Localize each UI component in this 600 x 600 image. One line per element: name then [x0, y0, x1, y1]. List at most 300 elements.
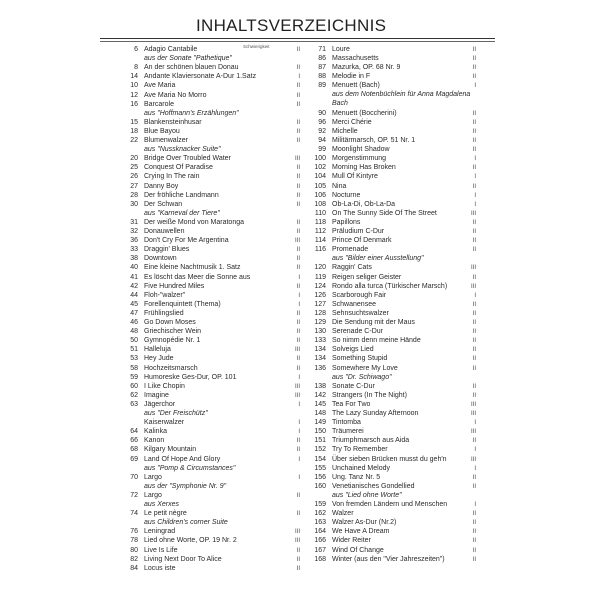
toc-entry: [306, 337, 476, 346]
difficulty-level: II: [472, 274, 476, 281]
difficulty-level: I: [474, 174, 476, 181]
piece-title: Träumerei: [332, 428, 364, 436]
page-number: 163: [314, 519, 326, 527]
difficulty-level: I: [474, 465, 476, 472]
toc-entry: [108, 337, 300, 346]
difficulty-level: II: [472, 47, 476, 53]
toc-entry: [108, 392, 300, 401]
difficulty-level: I: [298, 274, 300, 281]
page-number: 10: [130, 82, 138, 90]
difficulty-level: III: [470, 411, 476, 417]
page-number: 92: [318, 127, 326, 135]
difficulty-level: II: [472, 547, 476, 554]
page-number: 87: [318, 64, 326, 72]
toc-entry: [108, 183, 300, 192]
toc-entry: [306, 55, 476, 64]
piece-title: Blumenwalzer: [144, 137, 188, 144]
difficulty-level: III: [294, 538, 300, 545]
piece-title: Menuett (Boccherini): [332, 109, 397, 117]
piece-title: Nina: [332, 182, 347, 190]
piece-title: Five Hundred Miles: [144, 282, 205, 290]
page-number: 148: [314, 410, 326, 417]
toc-entry: [306, 383, 476, 392]
page-number: 69: [130, 455, 138, 463]
toc-entry: [306, 82, 476, 109]
difficulty-level: II: [472, 74, 476, 81]
piece-title: Land Of Hope And Glory: [144, 455, 221, 463]
piece-title: Go Down Moses: [144, 319, 196, 326]
page-number: 66: [130, 437, 138, 445]
toc-entry: [306, 46, 476, 55]
toc-entry: [306, 128, 476, 137]
difficulty-level: II: [472, 247, 476, 254]
difficulty-level: III: [470, 265, 476, 272]
piece-title: Eine kleine Nachtmusik 1. Satz: [144, 264, 241, 272]
piece-title: Floh-"walzer": [144, 291, 186, 299]
page-number: 164: [314, 528, 326, 536]
piece-title: Sehnsuchtswalzer: [332, 309, 389, 317]
toc-entry: [306, 428, 476, 437]
page-number: 60: [130, 382, 138, 390]
difficulty-level: I: [474, 292, 476, 299]
piece-title: Menuett (Bach): [332, 82, 380, 90]
piece-title: Conquest Of Paradise: [144, 164, 213, 172]
toc-entry: [108, 547, 300, 556]
difficulty-level: III: [294, 383, 300, 390]
piece-title: Morning Has Broken: [332, 164, 396, 172]
toc-entry: [306, 419, 476, 428]
piece-title: Halleluja: [144, 346, 171, 354]
toc-entry: [108, 565, 300, 574]
piece-source: aus "Pomp & Circumstances": [144, 464, 236, 472]
toc-entry: [108, 73, 300, 82]
difficulty-level: III: [470, 283, 476, 290]
piece-title: Merci Chérie: [332, 118, 372, 126]
piece-source: aus Children's corner Suite: [144, 519, 228, 527]
toc-entry: [108, 292, 300, 301]
toc-entry: [306, 301, 476, 310]
piece-title: Mull Of Kintyre: [332, 173, 378, 181]
toc-entry: [306, 246, 476, 264]
toc-entry: [306, 183, 476, 192]
piece-title: Militärmarsch, OP. 51 Nr. 1: [332, 137, 416, 144]
toc-entry: [306, 547, 476, 556]
difficulty-level: II: [296, 310, 300, 317]
toc-entry: [306, 465, 476, 474]
difficulty-level: III: [294, 392, 300, 399]
difficulty-level: II: [296, 128, 300, 135]
piece-title: Locus iste: [144, 564, 176, 572]
difficulty-level: II: [472, 392, 476, 399]
toc-entry: [108, 383, 300, 392]
toc-entry: [108, 301, 300, 310]
piece-title: Reigen seliger Geister: [332, 273, 402, 281]
page-number: 96: [318, 118, 326, 126]
piece-title: Loure: [332, 46, 350, 53]
toc-entry: [108, 219, 300, 228]
page-number: 100: [314, 155, 326, 163]
toc-entry: [306, 410, 476, 419]
piece-title: Frühlingslied: [144, 309, 184, 317]
toc-entry: [108, 173, 300, 182]
toc-entry: [306, 210, 476, 219]
page-title: INHALTSVERZEICHNIS: [196, 16, 387, 35]
piece-title: Kilgary Mountain: [144, 446, 197, 454]
page-number: 68: [130, 446, 138, 454]
difficulty-level: II: [472, 310, 476, 317]
toc-entry: [306, 73, 476, 82]
difficulty-level: II: [296, 247, 300, 254]
piece-title: Andante Klaviersonate A-Dur 1.Satz: [144, 73, 257, 81]
toc-entry: [108, 274, 300, 283]
page-number: 86: [318, 55, 326, 63]
piece-source: aus Xerxes: [144, 500, 180, 508]
toc-entry: [108, 82, 300, 91]
page-number: 90: [318, 109, 326, 117]
piece-title: Live Is Life: [144, 546, 178, 554]
piece-source: aus "Lied ohne Worte": [332, 491, 402, 499]
toc-entry: [108, 437, 300, 446]
page-number: 74: [130, 510, 138, 518]
page-number: 106: [314, 191, 326, 199]
page-number: 124: [314, 282, 326, 290]
difficulty-level: I: [474, 201, 476, 208]
piece-title: Schwanensee: [332, 300, 376, 308]
page-number: 119: [314, 273, 326, 281]
piece-title: Hochzeitsmarsch: [144, 364, 198, 372]
piece-title: Massachusetts: [332, 55, 379, 63]
piece-title: Largo: [144, 491, 162, 499]
page-number: 138: [314, 382, 326, 390]
toc-entry: [108, 428, 300, 437]
piece-title: Try To Remember: [332, 446, 388, 454]
toc-entry: [108, 228, 300, 237]
piece-title: Der weiße Mond von Maratonga: [144, 218, 244, 226]
piece-title: Downtown: [144, 255, 177, 263]
toc-entry: [108, 192, 300, 201]
page-number: 59: [130, 373, 138, 381]
page-number: 36: [130, 237, 138, 245]
page-number: 63: [130, 400, 138, 408]
page-number: 129: [314, 319, 326, 326]
piece-title: Von fremden Ländern und Menschen: [332, 501, 448, 508]
difficulty-level: II: [472, 347, 476, 354]
page-number: 126: [314, 291, 326, 299]
toc-entry: [108, 355, 300, 364]
piece-title: Papillons: [332, 218, 361, 226]
toc-entry: [306, 237, 476, 246]
page-number: 32: [130, 228, 138, 235]
piece-title: Scarborough Fair: [332, 291, 387, 299]
piece-title: Wind Of Change: [332, 546, 384, 554]
difficulty-level: II: [296, 492, 300, 499]
page-number: 42: [130, 282, 138, 290]
toc-entry: [108, 264, 300, 273]
difficulty-level: II: [296, 338, 300, 345]
page-number: 22: [130, 137, 138, 144]
toc-entry: [306, 146, 476, 155]
piece-title: Griechischer Wein: [144, 328, 202, 336]
difficulty-level: II: [472, 56, 476, 63]
piece-title: Melodie in F: [332, 73, 371, 81]
piece-title: Adagio Cantabile: [144, 46, 198, 53]
difficulty-level: I: [298, 292, 300, 299]
toc-entry: [108, 164, 300, 173]
piece-title: Ave Maria: [144, 82, 176, 90]
page-number: 89: [318, 82, 326, 90]
difficulty-level: II: [296, 565, 300, 572]
toc-entry: [108, 237, 300, 246]
piece-title: Ob-La-Di, Ob-La-Da: [332, 200, 396, 208]
toc-entry: [108, 64, 300, 73]
toc-entry: [108, 446, 300, 455]
difficulty-level: II: [472, 529, 476, 536]
page-number: 150: [314, 428, 326, 436]
toc-entry: [306, 355, 476, 364]
toc-entry: [306, 328, 476, 337]
toc-entry: [306, 264, 476, 273]
difficulty-level: II: [296, 283, 300, 290]
piece-title: Strangers (In The Night): [332, 391, 407, 399]
page-number: 20: [130, 155, 138, 163]
difficulty-level: III: [470, 210, 476, 217]
toc-entry: [306, 137, 476, 146]
toc-entry: [108, 365, 300, 374]
toc-entry: [306, 283, 476, 292]
piece-title: Le petit nègre: [144, 510, 187, 518]
toc-entry: [108, 246, 300, 255]
page-number: 28: [130, 191, 138, 199]
toc-entry: [108, 510, 300, 528]
difficulty-level: I: [474, 447, 476, 454]
piece-title: Imagine: [144, 391, 169, 399]
piece-title: Der Schwan: [144, 200, 183, 208]
page-number: 149: [314, 419, 326, 427]
piece-title: Bridge Over Troubled Water: [144, 155, 231, 163]
toc-entry: [108, 101, 300, 119]
page-number: 25: [130, 164, 138, 172]
page-number: 33: [130, 246, 138, 254]
toc-entry: [306, 119, 476, 128]
toc-entry: [108, 328, 300, 337]
toc-entry: [306, 456, 476, 465]
page-number: 159: [314, 501, 326, 508]
difficulty-level: I: [298, 456, 300, 463]
piece-title: Mazurka, OP. 68 Nr. 9: [332, 64, 401, 72]
difficulty-level: II: [472, 128, 476, 135]
difficulty-level: II: [472, 483, 476, 490]
page-number: 133: [314, 337, 326, 345]
page-number: 46: [130, 319, 138, 326]
piece-title: Kalinka: [144, 428, 167, 436]
page-number: 48: [130, 328, 138, 336]
toc-entry: [306, 510, 476, 519]
piece-title: Prince Of Denmark: [332, 237, 392, 245]
piece-title: Präludium C-Dur: [332, 228, 385, 235]
piece-title: Wider Reiter: [332, 537, 371, 545]
difficulty-level: II: [296, 229, 300, 235]
page-number: 110: [314, 209, 326, 217]
page-number: 134: [314, 346, 326, 354]
toc-entry: [108, 119, 300, 128]
difficulty-level: II: [472, 511, 476, 518]
difficulty-level: III: [294, 238, 300, 245]
difficulty-level: II: [472, 65, 476, 72]
piece-title: So nimm denn meine Hände: [332, 337, 421, 345]
piece-title: Danny Boy: [144, 182, 179, 190]
piece-source: aus "Dr. Schiwago": [332, 373, 392, 381]
page-number: 112: [314, 228, 326, 235]
toc-entry: [108, 310, 300, 319]
difficulty-level: II: [296, 101, 300, 108]
difficulty-level: II: [296, 192, 300, 199]
page-number: 53: [130, 355, 138, 363]
toc-entry: [306, 292, 476, 301]
difficulty-level: I: [298, 374, 300, 381]
page-number: 18: [130, 127, 138, 135]
page-number: 167: [314, 546, 326, 554]
difficulty-level: II: [472, 383, 476, 390]
piece-title: Hey Jude: [144, 355, 174, 363]
difficulty-level: I: [298, 429, 300, 436]
piece-source: aus "Der Freischütz": [144, 409, 208, 417]
difficulty-level: II: [296, 447, 300, 454]
page-number: 76: [130, 528, 138, 536]
piece-title: The Lazy Sunday Afternoon: [332, 410, 419, 417]
piece-title: Don't Cry For Me Argentina: [144, 237, 229, 245]
difficulty-level: II: [296, 65, 300, 72]
difficulty-level: I: [474, 420, 476, 427]
piece-title: Der fröhliche Landmann: [144, 191, 219, 199]
difficulty-level: I: [474, 83, 476, 90]
difficulty-level: II: [472, 365, 476, 372]
difficulty-level: III: [470, 429, 476, 436]
difficulty-level: II: [296, 219, 300, 226]
piece-title: Venetianisches Gondellied: [332, 482, 415, 490]
page-number: 51: [130, 346, 138, 354]
difficulty-level: II: [296, 201, 300, 208]
page-number: 27: [130, 182, 138, 190]
page-number: 71: [318, 46, 326, 53]
page-number: 30: [130, 200, 138, 208]
page-number: 47: [130, 309, 138, 317]
difficulty-level: II: [296, 265, 300, 272]
difficulty-level: II: [472, 438, 476, 445]
toc-entry: [306, 365, 476, 383]
piece-title: Ave Maria No Morro: [144, 91, 207, 99]
page-number: 130: [314, 328, 326, 336]
difficulty-level: II: [472, 110, 476, 117]
page-number: 134: [314, 355, 326, 363]
page-number: 156: [314, 473, 326, 481]
piece-title: We Have A Dream: [332, 528, 390, 536]
difficulty-level: I: [298, 474, 300, 481]
page-number: 166: [314, 537, 326, 545]
difficulty-level: III: [470, 456, 476, 463]
piece-title: Something Stupid: [332, 355, 388, 363]
toc-entry: [108, 128, 300, 137]
page-number: 114: [314, 237, 326, 245]
page-number: 145: [314, 400, 326, 408]
difficulty-level: I: [298, 420, 300, 427]
toc-entry: [306, 319, 476, 328]
piece-title: Humoreske Ges-Dur, OP. 101: [144, 373, 237, 381]
page-number: 151: [314, 437, 326, 445]
difficulty-level: I: [474, 156, 476, 163]
difficulty-level: II: [296, 92, 300, 99]
toc-entry: [306, 528, 476, 537]
difficulty-level: II: [472, 356, 476, 363]
toc-entry: [108, 137, 300, 155]
piece-title: Die Sendung mit der Maus: [332, 319, 415, 326]
difficulty-level: II: [296, 83, 300, 90]
difficulty-level: II: [472, 556, 476, 563]
toc-entry: [306, 401, 476, 410]
difficulty-level: II: [296, 556, 300, 563]
difficulty-level: II: [296, 183, 300, 190]
toc-entry: [306, 219, 476, 228]
piece-title: Blankensteinhusar: [144, 118, 202, 126]
page-number: 99: [318, 146, 326, 154]
toc-entry: [306, 537, 476, 546]
piece-title: Blue Bayou: [144, 127, 180, 135]
toc-entry: [108, 255, 300, 264]
difficulty-level: II: [296, 438, 300, 445]
page-number: 82: [130, 555, 138, 563]
toc-entry: [108, 92, 300, 101]
toc-entry: [108, 283, 300, 292]
difficulty-level: II: [296, 119, 300, 126]
difficulty-level: II: [472, 329, 476, 336]
piece-title: On The Sunny Side Of The Street: [332, 209, 437, 217]
difficulty-level: II: [472, 520, 476, 527]
difficulty-level: II: [472, 538, 476, 545]
difficulty-level: III: [470, 401, 476, 408]
page-number: 80: [130, 546, 138, 554]
toc-entry: [108, 556, 300, 565]
page-number: 12: [130, 91, 138, 99]
page-number: 142: [314, 391, 326, 399]
page-number: 15: [130, 118, 138, 126]
page-number: 58: [130, 364, 138, 372]
piece-title: I Like Chopin: [144, 382, 185, 390]
piece-title: Kanon: [144, 437, 165, 445]
toc-entry: [306, 173, 476, 182]
piece-title: Jägerchor: [144, 400, 176, 408]
toc-entry: [306, 155, 476, 164]
page-number: 127: [314, 300, 326, 308]
piece-title: Barcarole: [144, 100, 174, 108]
difficulty-level: I: [298, 401, 300, 408]
page-number: 108: [314, 200, 326, 208]
piece-title: Sonate C-Dur: [332, 382, 375, 390]
page-number: 152: [314, 446, 326, 454]
page-number: 88: [318, 73, 326, 81]
toc-entry: [108, 456, 300, 474]
piece-title: Lied ohne Worte, OP. 19 Nr. 2: [144, 537, 237, 545]
difficulty-level: II: [296, 511, 300, 518]
page-number: 136: [314, 364, 326, 372]
page-number: 6: [134, 46, 138, 53]
difficulty-level: II: [472, 338, 476, 345]
piece-title: Rondo alla turca (Türkischer Marsch): [332, 282, 448, 290]
toc-entry: [108, 319, 300, 328]
toc-entry: [108, 474, 300, 492]
difficulty-level: II: [472, 320, 476, 326]
piece-source: aus dem Notenbüchlein für Anna Magdalena Bach: [332, 91, 471, 107]
difficulty-level: II: [472, 119, 476, 126]
difficulty-level: II: [472, 301, 476, 308]
